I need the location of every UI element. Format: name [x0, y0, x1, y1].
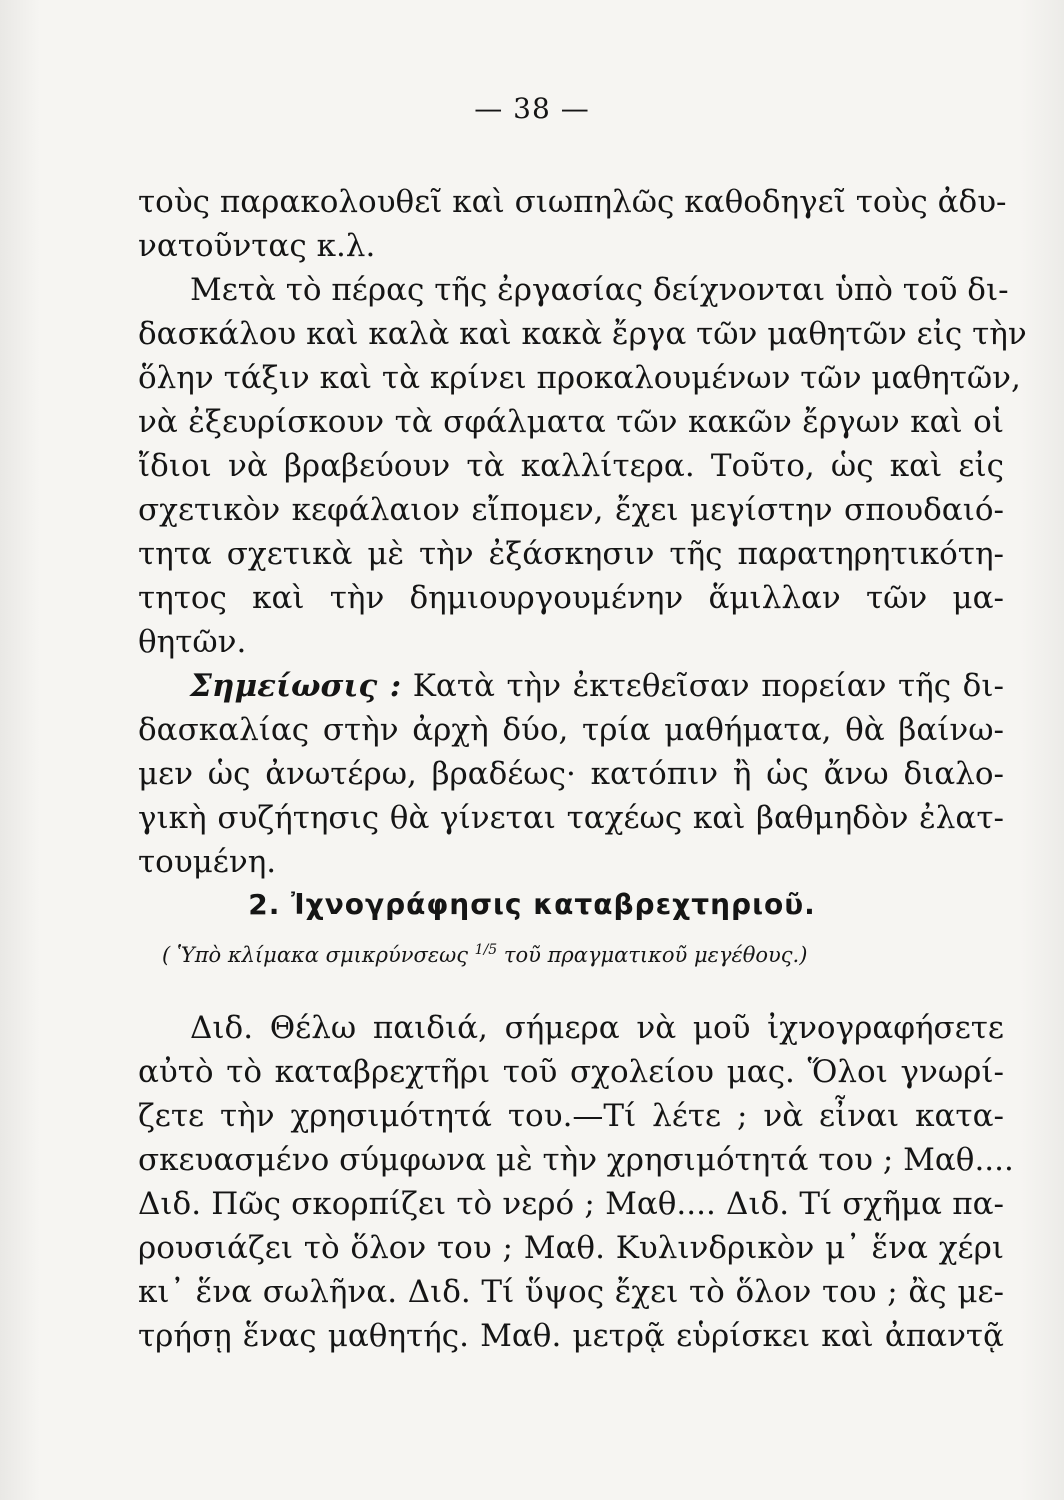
scale-fraction: 1/5	[474, 942, 498, 958]
text-line: τρήσῃ ἕνας μαθητής. Μαθ. μετρᾷ εὑρίσκει καὶ ἀπαντᾷ	[138, 1318, 1004, 1354]
text-line: αὐτὸ τὸ καταβρεχτῆρι τοῦ σχολείου μας. Ὅλοι γνωρί-	[138, 1054, 1004, 1090]
section-heading: 2. Ἰχνογράφησις καταβρεχτηριοῦ.	[248, 888, 816, 921]
text-line: ρουσιάζει τὸ ὅλον του ; Μαθ. Κυλινδρικὸν μ᾽ ἕνα χέρι	[138, 1230, 1004, 1266]
dialogue-first-line: Διδ. Θέλω παιδιά, σήμερα νὰ μοῦ ἰχνογραφήσετε	[190, 1010, 1004, 1046]
text-line: δασκάλου καὶ καλὰ καὶ κακὰ ἔργα τῶν μαθητῶν εἰς τὴν	[138, 316, 1027, 352]
note-label: Σημείωσις :	[190, 668, 402, 704]
note-first-line	[190, 664, 1004, 708]
text-line: θητῶν.	[138, 624, 247, 660]
text-line: γικὴ συζήτησις θὰ γίνεται ταχέως καὶ βαθμηδὸν ἐλατ-	[138, 800, 1004, 836]
paragraph-first-line: Μετὰ τὸ πέρας τῆς ἐργασίας δείχνονται ὑπὸ τοῦ δι-	[190, 272, 1009, 308]
page-number: — 38 —	[474, 92, 590, 125]
text-line: ζετε τὴν χρησιμότητά του.—Τί λέτε ; νὰ εἶναι κατα-	[138, 1098, 1004, 1134]
text-line: ὅλην τάξιν καὶ τὰ κρίνει προκαλουμένων τῶν μαθητῶν,	[138, 360, 1021, 396]
text-line: σκευασμένο σύμφωνα μὲ τὴν χρησιμότητά του ; Μαθ....	[138, 1142, 1014, 1178]
text-line: Διδ. Πῶς σκορπίζει τὸ νερό ; Μαθ.... Διδ. Τί σχῆμα πα-	[138, 1186, 1004, 1222]
text-line: σχετικὸν κεφάλαιον εἴπομεν, ἔχει μεγίστην σπουδαιό-	[138, 492, 1004, 528]
text-line: νὰ ἐξευρίσκουν τὰ σφάλματα τῶν κακῶν ἔργων καὶ οἱ	[138, 404, 1004, 440]
text-line: νατοῦντας κ.λ.	[138, 228, 376, 264]
text-line: δασκαλίας στὴν ἀρχὴ δύο, τρία μαθήματα, θὰ βαίνω-	[138, 712, 1004, 748]
text-line: ἴδιοι νὰ βραβεύουν τὰ καλλίτερα. Τοῦτο, ὡς καὶ εἰς	[138, 448, 1004, 484]
text-line: τοὺς παρακολουθεῖ καὶ σιωπηλῶς καθοδηγεῖ τοὺς ἀδυ-	[138, 184, 1007, 220]
section-subheading: ( Ὑπὸ κλίμακα σμικρύνσεως $^{1/5}$ τοῦ πραγματικοῦ μεγέθους.)	[162, 942, 808, 967]
text-line: μεν ὡς ἀνωτέρω, βραδέως· κατόπιν ἢ ὡς ἄνω διαλο-	[138, 756, 1004, 792]
text-line: τητα σχετικὰ μὲ τὴν ἐξάσκησιν τῆς παρατηρητικότη-	[138, 536, 1004, 572]
note-text: Κατὰ τὴν ἐκτεθεῖσαν πορείαν τῆς δι-	[412, 668, 1004, 704]
text-line: τητος καὶ τὴν δημιουργουμένην ἅμιλλαν τῶν μα-	[138, 580, 1004, 616]
text-line: κι᾽ ἕνα σωλῆνα. Διδ. Τί ὕψος ἔχει τὸ ὅλον του ; ἂς με-	[138, 1274, 1004, 1310]
text-line: τουμένη.	[138, 844, 277, 880]
